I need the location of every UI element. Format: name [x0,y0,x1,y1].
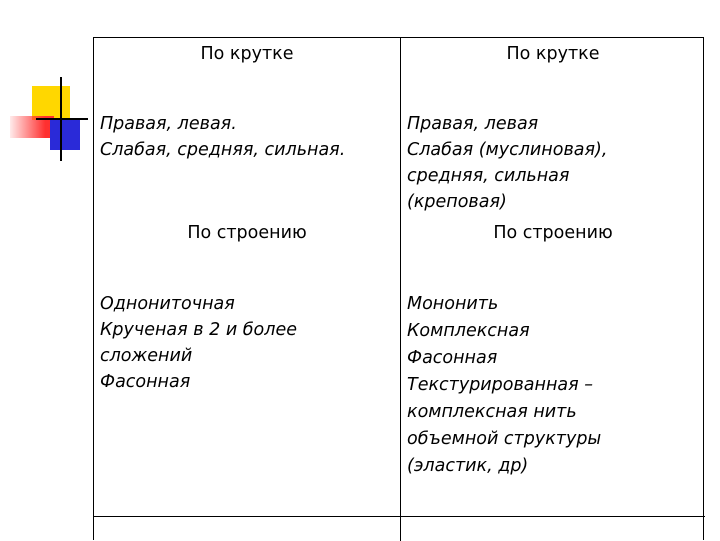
row1-left-line: Слабая, средняя, сильная. [100,140,346,160]
row1-right-line: Правая, левая [407,114,539,134]
row2-right-line: Текстурированная – [407,375,593,395]
header-left: По крутке [200,44,294,64]
row2-left-line: Крученая в 2 и более [100,320,297,340]
column-divider [400,38,401,541]
logo-blue-square [50,118,80,150]
row2-left-line: Фасонная [100,372,191,392]
row1-right-cell [407,111,607,215]
row2-left-line: сложений [100,346,193,366]
row2-right-line: (эластик, др) [407,456,529,476]
section2-left: По строению [187,223,307,243]
row-divider [94,516,705,517]
row1-right-line: средняя, сильная [407,166,570,186]
row2-right-line: Мононить [407,294,499,314]
row1-right-line: Слабая (муслиновая), [407,140,608,160]
row1-left-line: Правая, левая. [100,114,237,134]
row2-left-cell [100,291,297,395]
row1-right-line: (креповая) [407,192,507,212]
row2-right-line: Фасонная [407,348,498,368]
logo-horizontal-line [36,118,88,120]
row2-right-cell [407,291,601,480]
row2-right-line: Комплексная [407,321,530,341]
logo-yellow-square [32,86,70,120]
section2-right: По строению [493,223,613,243]
row2-right-line: комплексная нить [407,402,577,422]
comparison-table [93,37,704,540]
header-right: По крутке [506,44,600,64]
row2-right-line: объемной структуры [407,429,602,449]
row1-left-cell [100,111,345,163]
row2-left-line: Однониточная [100,294,235,314]
